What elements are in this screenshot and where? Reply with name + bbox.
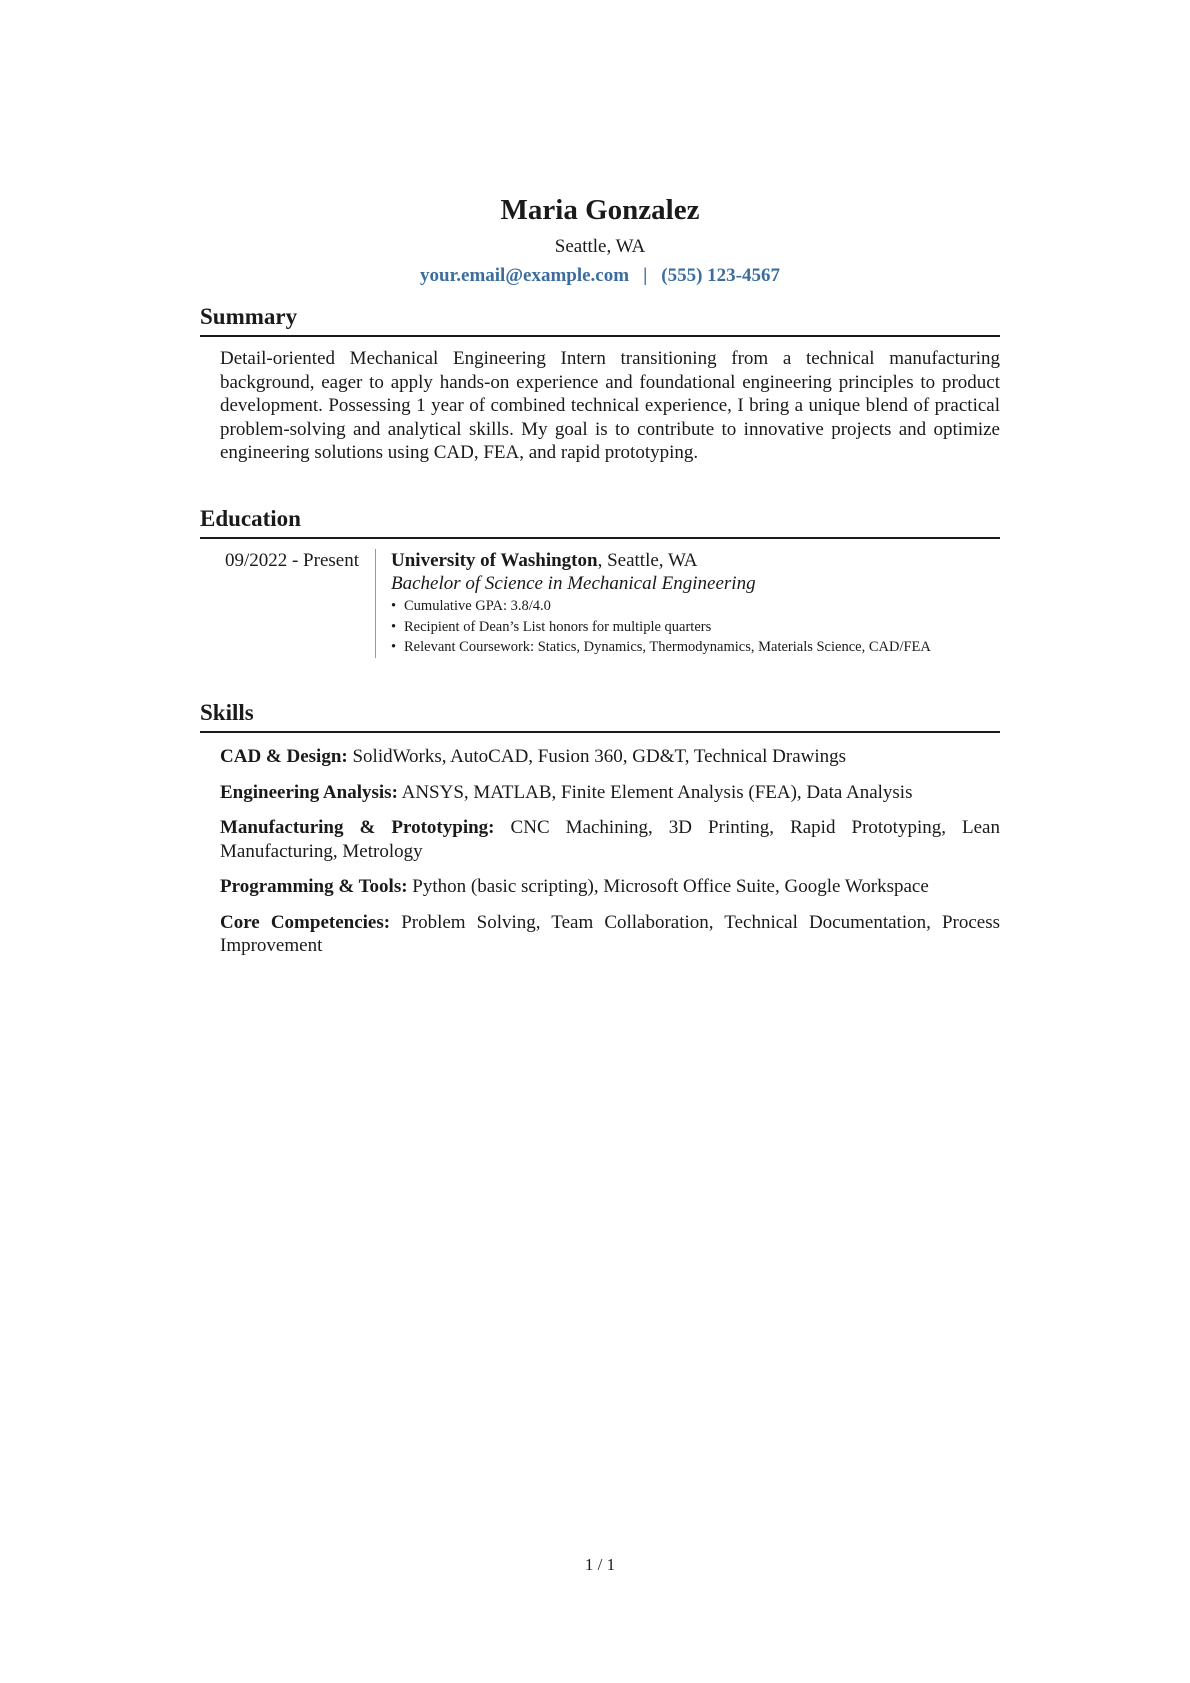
skill-value: Python (basic scripting), Microsoft Office Suite, Google Workspace bbox=[407, 876, 929, 897]
candidate-location: Seattle, WA bbox=[554, 236, 646, 257]
education-section bbox=[200, 504, 1000, 658]
skill-item bbox=[220, 911, 1000, 958]
contact-separator: | bbox=[643, 265, 648, 286]
skill-value: Problem Solving, Team Collaboration, Technical Documentation, Process Improvement bbox=[220, 911, 1000, 956]
skill-value: SolidWorks, AutoCAD, Fusion 360, GD&T, Technical Drawings bbox=[347, 746, 847, 767]
skill-label: Programming & Tools: bbox=[220, 876, 408, 897]
resume-page bbox=[200, 0, 1000, 1683]
skills-heading: Skills bbox=[200, 698, 1000, 733]
bullet-dot-icon: • bbox=[391, 618, 397, 635]
skill-item bbox=[220, 816, 1000, 863]
education-school-line bbox=[391, 549, 1000, 572]
summary-text: Detail-oriented Mechanical Engineering Intern transitioning from a technical manufacturing background, eager to apply hands-on experience and foundational engineering principles to product development. Possessing 1 year of combined technical experience, I bring a unique blend of practical problem-solving and analytical skills. My goal is to contribute to innovative projects and optimize engineering solutions using CAD, FEA, and rapid prototyping. bbox=[220, 348, 1000, 463]
skill-item bbox=[220, 875, 1000, 899]
bullet-text: Recipient of Dean’s List honors for multiple quarters bbox=[404, 618, 712, 635]
skills-section bbox=[200, 698, 1000, 958]
education-bullets bbox=[391, 596, 1000, 658]
skill-label: CAD & Design: bbox=[220, 746, 348, 767]
education-entry bbox=[200, 549, 1000, 658]
skill-value: ANSYS, MATLAB, Finite Element Analysis (FEA), Data Analysis bbox=[397, 781, 913, 803]
education-bullet bbox=[391, 596, 1000, 617]
summary-section bbox=[200, 302, 1000, 465]
contact-line bbox=[200, 263, 1000, 289]
phone-link[interactable]: (555) 123-4567 bbox=[661, 265, 780, 286]
skill-label: Engineering Analysis: bbox=[220, 781, 398, 803]
resume-header bbox=[200, 190, 1000, 289]
bullet-dot-icon: • bbox=[391, 598, 397, 614]
page-indicator: 1 / 1 bbox=[584, 1555, 616, 1574]
summary-heading: Summary bbox=[200, 302, 1000, 337]
degree-title: Bachelor of Science in Mechanical Engineering bbox=[391, 573, 756, 594]
education-dates: 09/2022 - Present bbox=[224, 550, 359, 571]
skill-label: Core Competencies: bbox=[220, 911, 391, 933]
skill-value: CNC Machining, 3D Printing, Rapid Prototyping, Lean Manufacturing, Metrology bbox=[220, 817, 1000, 862]
skill-item bbox=[220, 745, 1000, 769]
candidate-name: Maria Gonzalez bbox=[500, 194, 700, 226]
bullet-text: Relevant Coursework: Statics, Dynamics, Thermodynamics, Materials Science, CAD/FEA bbox=[404, 639, 931, 655]
email-link[interactable]: your.email@example.com bbox=[420, 265, 630, 286]
education-details bbox=[375, 549, 1000, 658]
education-heading: Education bbox=[200, 504, 1000, 539]
skill-item bbox=[220, 781, 1000, 805]
bullet-dot-icon: • bbox=[391, 639, 397, 655]
school-location: , Seattle, WA bbox=[597, 550, 698, 571]
bullet-text: Cumulative GPA: 3.8/4.0 bbox=[404, 598, 551, 614]
skill-label: Manufacturing & Prototyping: bbox=[220, 817, 495, 838]
education-bullet bbox=[391, 617, 1000, 638]
education-bullet bbox=[391, 637, 1000, 658]
school-name: University of Washington bbox=[391, 550, 598, 571]
